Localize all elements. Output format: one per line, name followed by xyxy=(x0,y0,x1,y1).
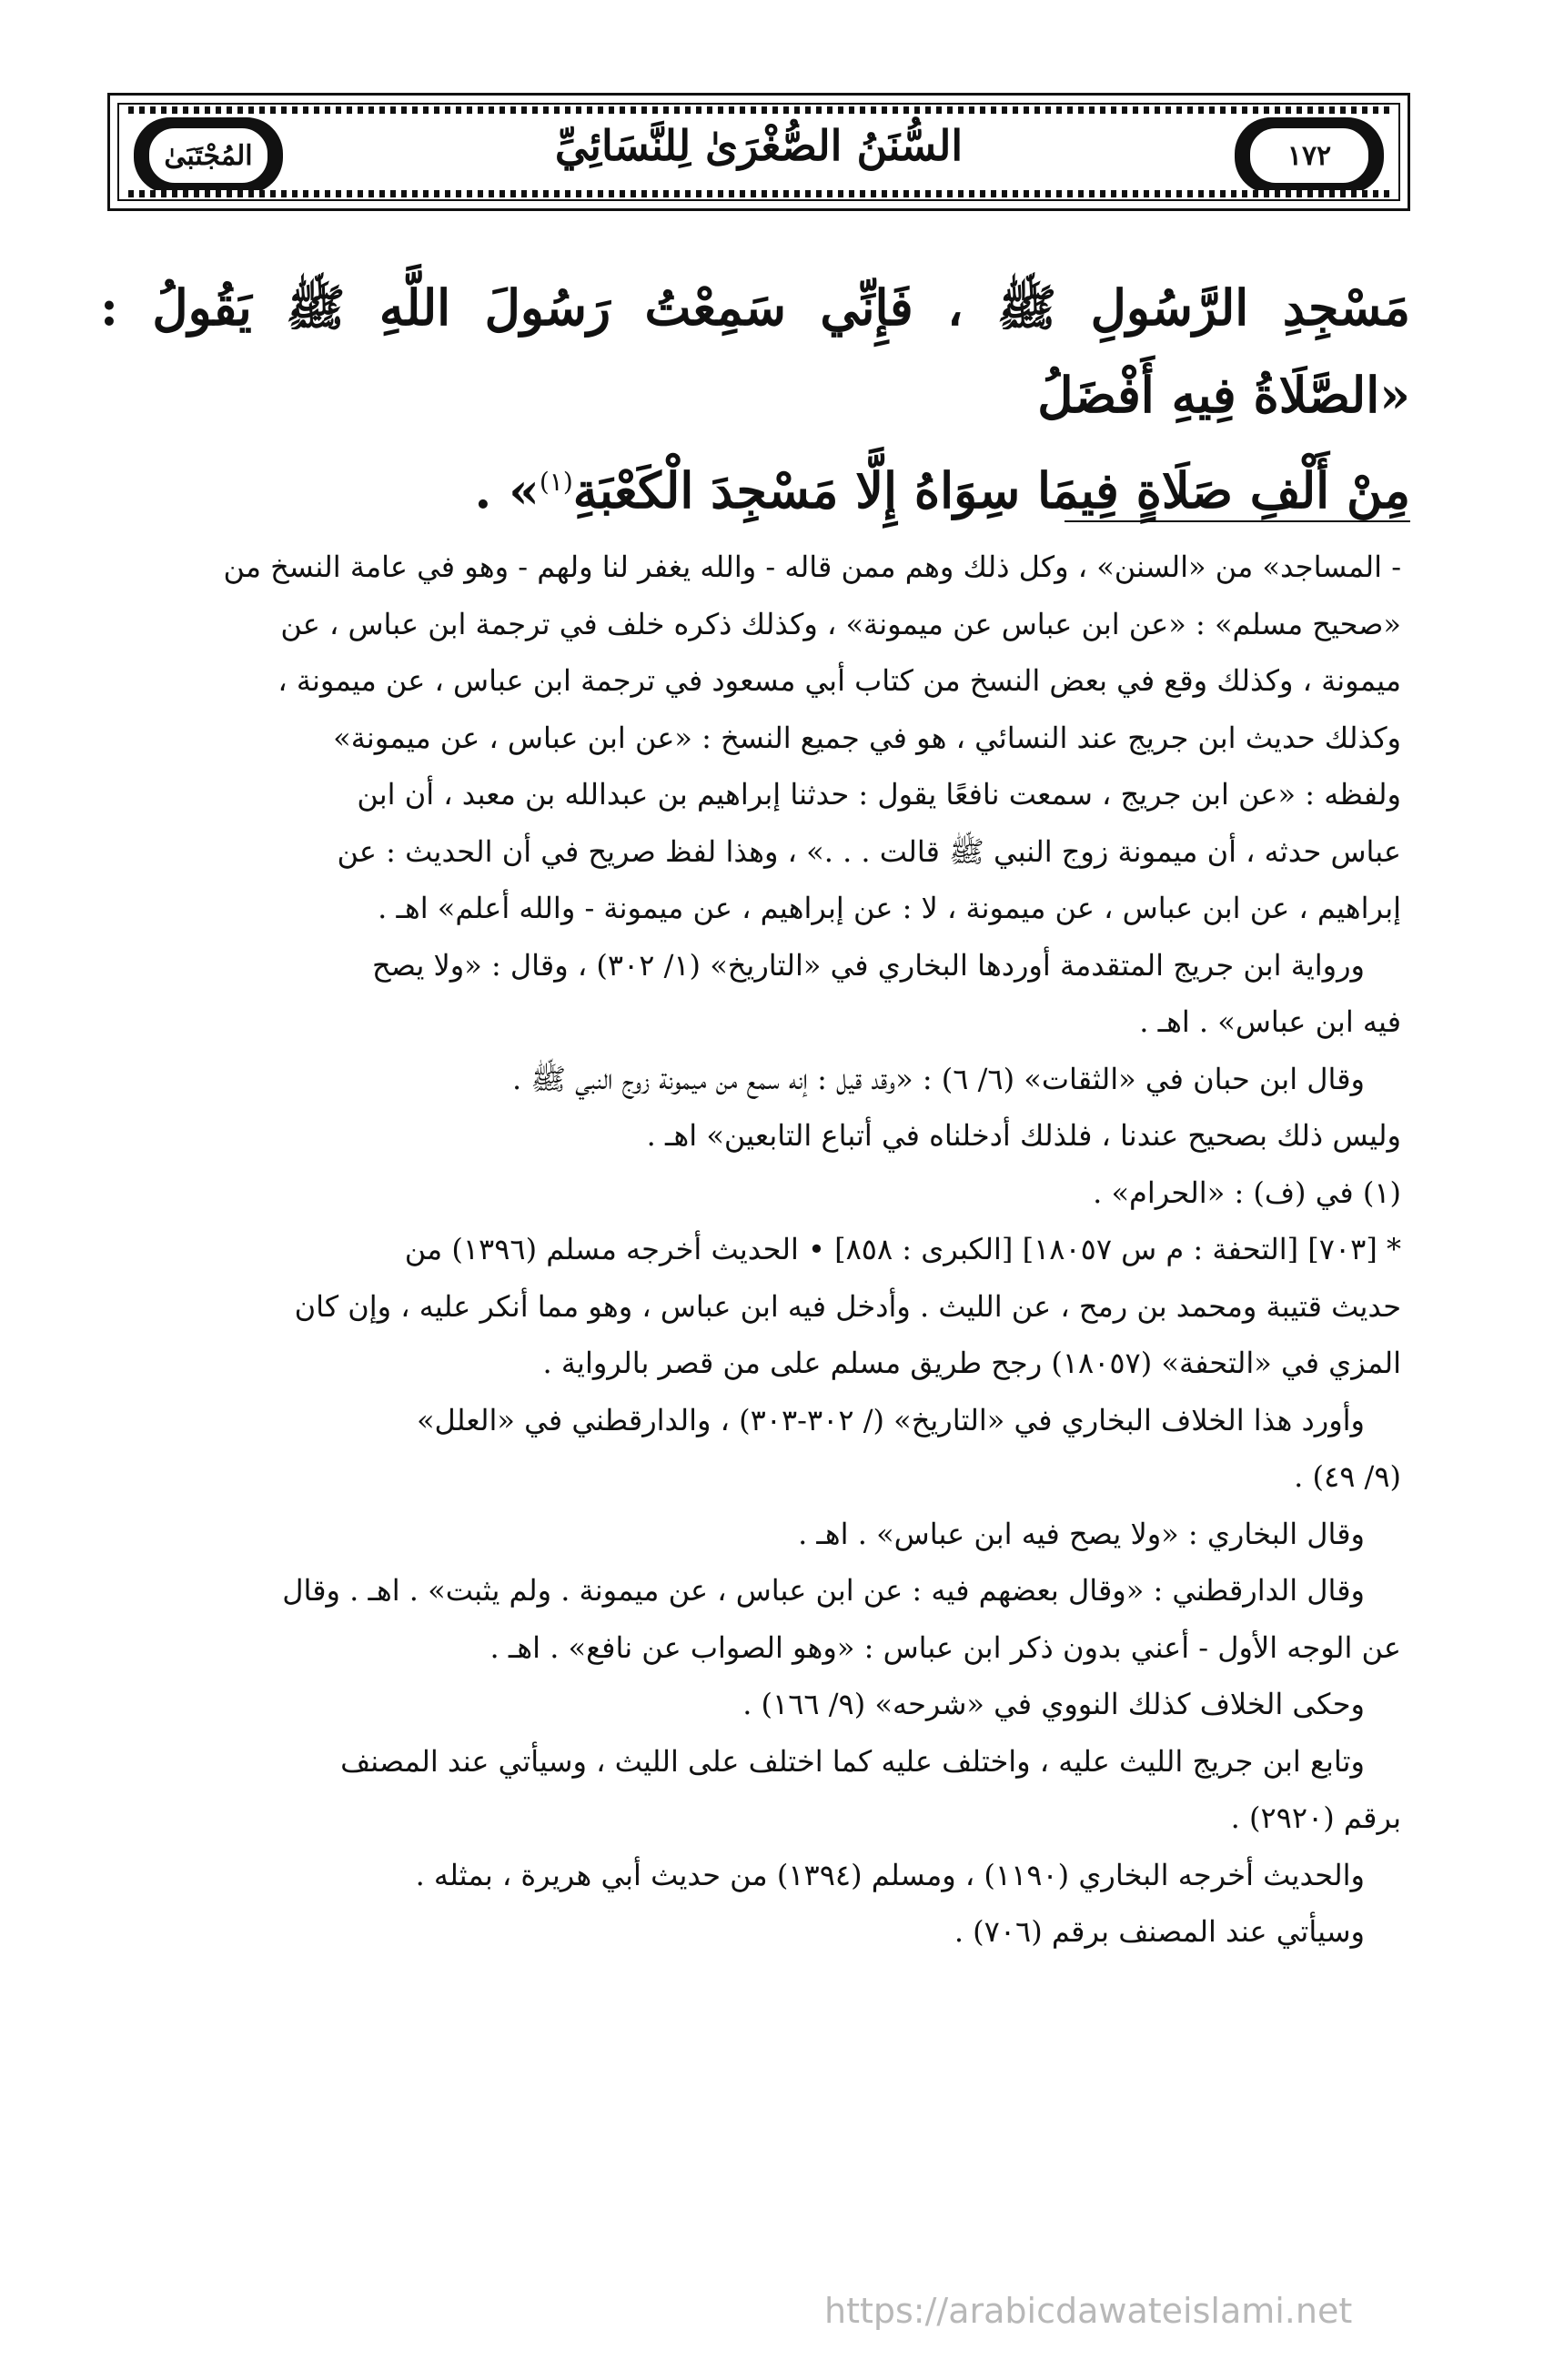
footnote-line: المزي في «التحفة» (١٨٠٥٧) رجح طريق مسلم على من قصر بالرواية . xyxy=(542,1346,1401,1380)
hadith-line-2-text: مِنْ أَلْفِ صَلَاةٍ فِيمَا سِوَاهُ إِلَّا مَسْجِدَ الْكَعْبَةِ xyxy=(572,461,1410,519)
watermark-url: https://arabicdawateislami.net xyxy=(824,2291,1353,2331)
footnote-line: وقال البخاري : «ولا يصح فيه ابن عباس» . اهـ . xyxy=(798,1516,1365,1551)
footnote-line: برقم (٢٩٢٠) . xyxy=(1230,1800,1401,1835)
footnote-line: إبراهيم ، عن ابن عباس ، عن ميمونة ، لا : عن إبراهيم ، عن ميمونة - والله أعلم» اهـ . xyxy=(378,891,1401,925)
footnote-line: ولفظه : «عن ابن جريج ، سمعت نافعًا يقول : حدثنا إبراهيم بن عبدالله بن معبد ، أن ابن xyxy=(357,777,1401,812)
footnote-line: * [٧٠٣] [التحفة : م س ١٨٠٥٧] [الكبرى : ٨٥٨] • الحديث أخرجه مسلم (١٣٩٦) من xyxy=(404,1232,1401,1266)
hadith-line-2-end: » . xyxy=(474,461,540,519)
running-title: السُّنَنُ الصُّغْرَىٰ لِلنَّسَائِيِّ xyxy=(554,121,964,170)
page-header xyxy=(107,93,1410,211)
footnote-line: حديث قتيبة ومحمد بن رمح ، عن الليث . وأدخل فيه ابن عباس ، وهو مما أنكر عليه ، وإن كان xyxy=(294,1288,1401,1324)
book-badge-label: المُجْتَبَىٰ xyxy=(147,126,269,185)
header-frame xyxy=(117,103,1400,201)
footnote-line: عباس حدثه ، أن ميمونة زوج النبي ﷺ قالت . . .» ، وهذا لفظ صريح في أن الحديث : عن xyxy=(337,833,1401,869)
footnote-line: ورواية ابن جريج المتقدمة أوردها البخاري في «التاريخ» (١/ ٣٠٢) ، وقال : «ولا يصح xyxy=(372,947,1365,983)
footnotes xyxy=(100,539,1401,1961)
footnote-line: عن الوجه الأول - أعني بدون ذكر ابن عباس : «وهو الصواب عن نافع» . اهـ . xyxy=(489,1629,1401,1665)
footnote-line: (٩/ ٤٩) . xyxy=(1294,1459,1401,1494)
footnote-line: وقال الدارقطني : «وقال بعضهم فيه : عن ابن عباس ، عن ميمونة . ولم يثبت» . اهـ . وقال xyxy=(282,1573,1365,1608)
footnote-line: ميمونة ، وكذلك وقع في بعض النسخ من كتاب أبي مسعود في ترجمة ابن عباس ، عن ميمونة ، xyxy=(278,663,1401,698)
footnote-line: وسيأتي عند المصنف برقم (٧٠٦) . xyxy=(954,1914,1365,1949)
header-ornament-bottom xyxy=(128,190,1389,197)
footnote-line: - المساجد» من «السنن» ، وكل ذلك وهم ممن قاله - والله يغفر لنا ولهم - وهو في عامة النسخ من xyxy=(223,550,1401,584)
footnote-line: فيه ابن عباس» . اهـ . xyxy=(1139,1004,1401,1039)
header-ornament-top xyxy=(128,106,1389,114)
footnote-marker: (١) xyxy=(539,467,573,497)
footnote-line: وأورد هذا الخلاف البخاري في «التاريخ» (/ ٣٠٢-٣٠٣) ، والدارقطني في «العلل» xyxy=(416,1402,1365,1437)
book-badge xyxy=(134,117,283,194)
hadith-line-1: مَسْجِدِ الرَّسُولِ ﷺ ، فَإِنِّي سَمِعْتُ رَسُولَ اللَّهِ ﷺ يَقُولُ : «الصَّلَاةُ فِيهِ أَفْضَلُ xyxy=(100,278,1411,424)
footnote-line: وليس ذلك بصحيح عندنا ، فلذلك أدخلناه في أتباع التابعين» اهـ . xyxy=(646,1118,1401,1153)
footnote-line: وحكى الخلاف كذلك النووي في «شرحه» (٩/ ١٦٦) . xyxy=(742,1687,1365,1721)
footnote-line: والحديث أخرجه البخاري (١١٩٠) ، ومسلم (١٣٩٤) من حديث أبي هريرة ، بمثله . xyxy=(415,1857,1365,1892)
footnote-line: وتابع ابن جريج الليث عليه ، واختلف عليه كما اختلف على الليث ، وسيأتي عند المصنف xyxy=(340,1743,1365,1779)
hadith-text xyxy=(100,264,1410,534)
footnote-line: (١) في (ف) : «الحرام» . xyxy=(1093,1175,1401,1210)
footnote-line: وكذلك حديث ابن جريج عند النسائي ، هو في جميع النسخ : «عن ابن عباس ، عن ميمونة» xyxy=(333,720,1401,755)
footnote-line: وقال ابن حبان في «الثقات» (٦/ ٦) : «وقد قيل : إنه سمع من ميمونة زوج النبي ﷺ . xyxy=(511,1061,1365,1096)
page-number-badge xyxy=(1235,117,1384,194)
footnote-separator xyxy=(1065,520,1410,522)
footnote-line: «صحيح مسلم» : «عن ابن عباس عن ميمونة» ، وكذلك ذكره خلف في ترجمة ابن عباس ، عن xyxy=(280,606,1401,641)
page-number: ١٧٢ xyxy=(1248,126,1370,185)
